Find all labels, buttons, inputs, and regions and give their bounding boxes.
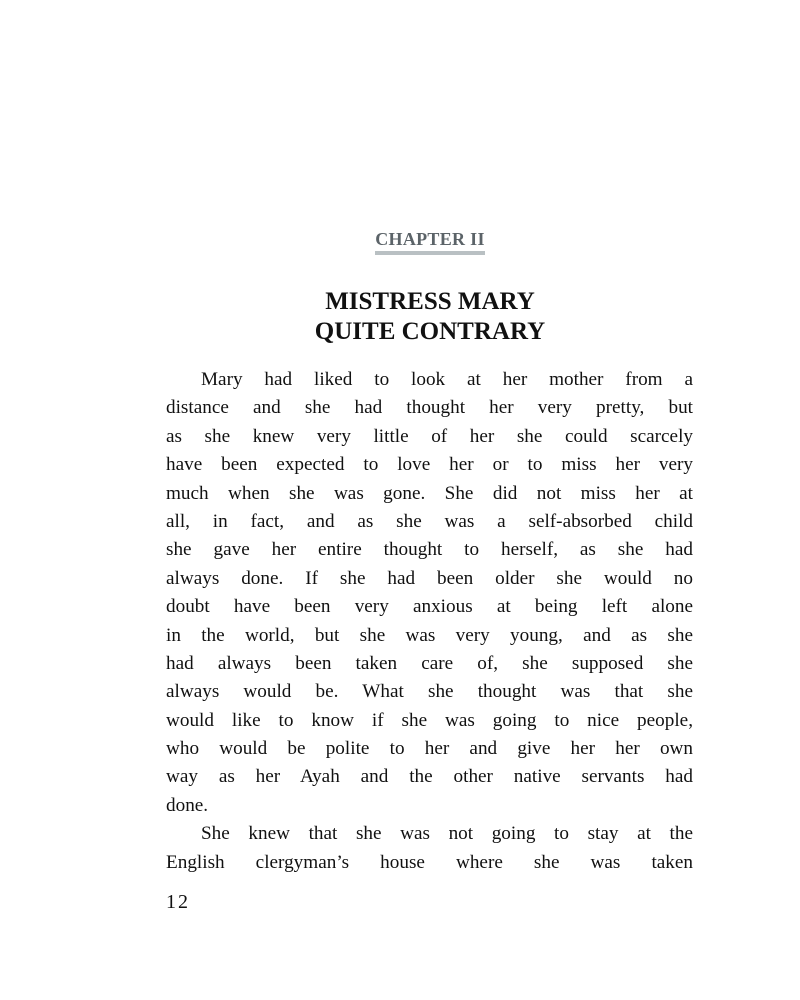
text-line: English clergyman’s house where she was taken xyxy=(166,851,693,873)
chapter-label xyxy=(300,229,560,255)
chapter-label-text: CHAPTER II xyxy=(375,229,485,255)
text-line: would like to know if she was going to nice people, xyxy=(166,709,693,731)
text-line: doubt have been very anxious at being left alone xyxy=(166,596,693,618)
text-line: distance and she had thought her very pretty, but xyxy=(166,397,693,419)
text-line: always done. If she had been older she would no xyxy=(166,567,693,589)
text-line: in the world, but she was very young, and as she xyxy=(166,624,693,646)
text-line: had always been taken care of, she supposed she xyxy=(166,652,693,674)
chapter-title xyxy=(200,287,660,347)
chapter-title-line: QUITE CONTRARY xyxy=(314,318,546,345)
page-number: 12 xyxy=(166,891,190,913)
body-text xyxy=(166,366,693,877)
text-line: done. xyxy=(166,794,209,816)
text-line: always would be. What she thought was that she xyxy=(166,681,693,703)
text-line: have been expected to love her or to miss her very xyxy=(166,454,693,476)
text-line: as she knew very little of her she could scarcely xyxy=(166,425,693,447)
text-line: She knew that she was not going to stay at the xyxy=(201,823,693,845)
text-line: she gave her entire thought to herself, as she had xyxy=(166,539,693,561)
text-line: much when she was gone. She did not miss her at xyxy=(166,482,693,504)
text-line: all, in fact, and as she was a self-absorbed child xyxy=(166,510,693,532)
text-line: who would be polite to her and give her her own xyxy=(166,738,693,760)
chapter-title-line: MISTRESS MARY xyxy=(325,288,535,315)
text-line: Mary had liked to look at her mother from a xyxy=(201,369,693,390)
text-line: way as her Ayah and the other native servants had xyxy=(166,766,693,788)
